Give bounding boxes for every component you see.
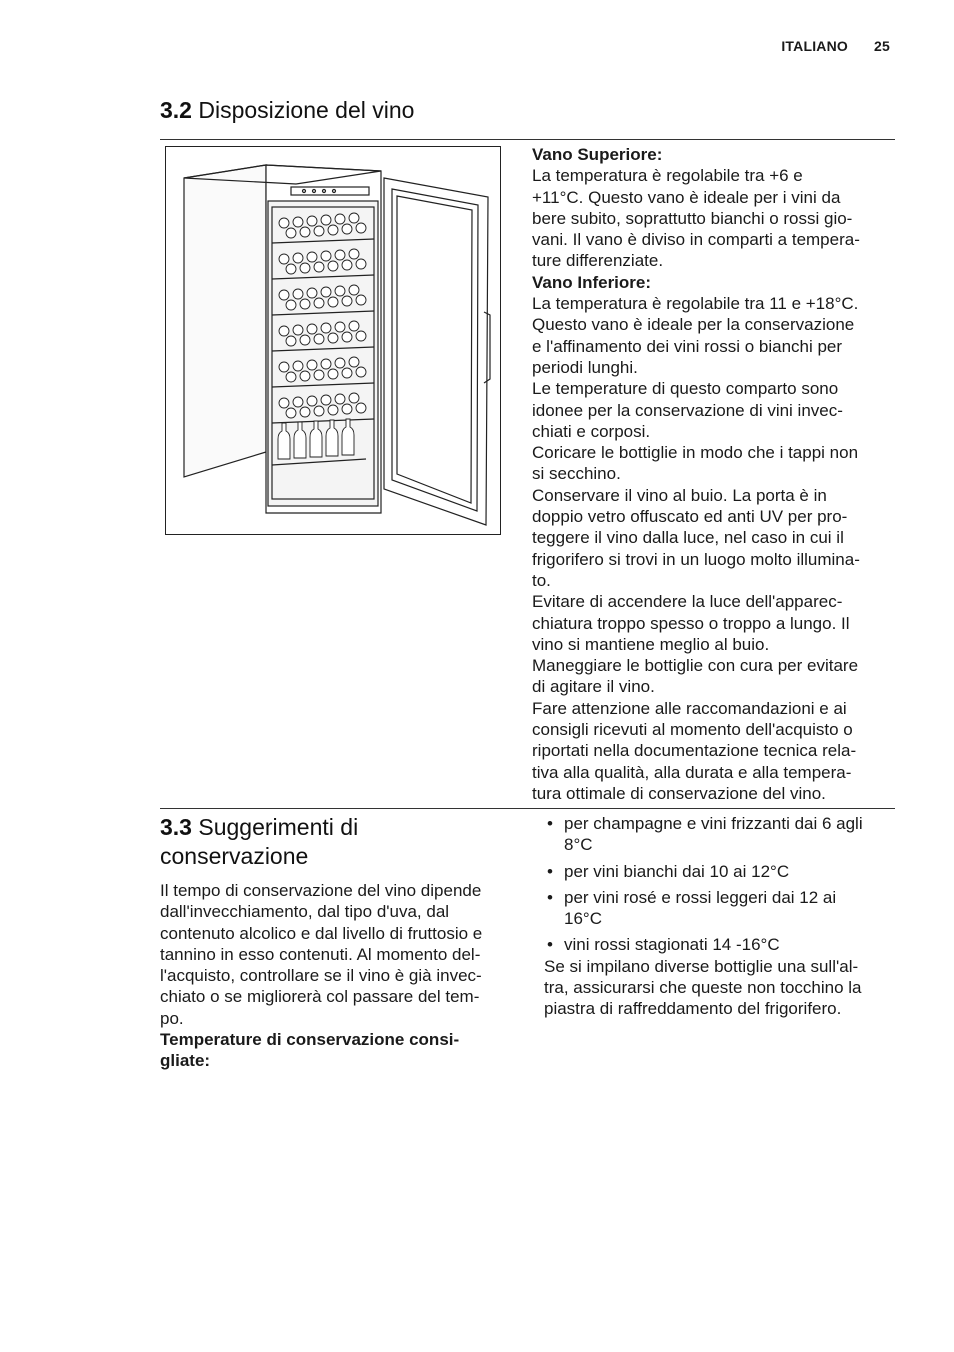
lower-line-13: frigorifero si trovi in un luogo molto illumina- <box>532 549 860 569</box>
temperature-heading-line-2: gliate: <box>160 1051 211 1071</box>
list-item <box>544 887 894 930</box>
body-line-3: contenuto alcolico e dal livello di fruttosio e <box>160 923 483 943</box>
section-3-3-rule <box>160 808 895 809</box>
upper-line-3: bere subito, soprattutto bianchi o rossi gio- <box>532 208 853 228</box>
lower-line-10: Conservare il vino al buio. La porta è in <box>532 485 827 505</box>
lower-line-6: idonee per la conservazione di vini invec- <box>532 400 843 420</box>
section-3-2-text <box>532 144 892 804</box>
upper-line-1: La temperatura è regolabile tra +6 e <box>532 166 803 186</box>
stacking-line-1: Se si impilano diverse bottiglie una sull'al- <box>544 956 859 976</box>
lower-line-18: Maneggiare le bottiglie con cura per evitare <box>532 656 859 676</box>
section-3-3-heading <box>160 813 358 871</box>
section-3-2-title: Disposizione del vino <box>198 97 415 123</box>
lower-line-20: Fare attenzione alle raccomandazioni e ai <box>532 698 847 718</box>
list-item-line: • per vini bianchi dai 10 ai 12°C <box>564 861 790 881</box>
lower-line-21: consigli ricevuti al momento dell'acquisto o <box>532 720 853 740</box>
section-3-3-number: 3.3 <box>160 814 192 840</box>
lower-line-9: si secchino. <box>532 464 621 484</box>
lower-line-8: Coricare le bottiglie in modo che i tappi non <box>532 443 859 463</box>
list-item-line: • per vini rosé e rossi leggeri dai 12 ai <box>564 887 837 907</box>
lower-line-12: teggere il vino dalla luce, nel caso in cui il <box>532 528 844 548</box>
body-line-1: Il tempo di conservazione del vino dipende <box>160 881 482 900</box>
section-3-2-rule <box>160 139 895 140</box>
lower-line-11: doppio vetro offuscato ed anti UV per pro- <box>532 507 848 527</box>
lower-line-22: riportati nella documentazione tecnica rela- <box>532 741 857 761</box>
lower-line-15: Evitare di accendere la luce dell'apparec- <box>532 592 843 612</box>
body-line-5: l'acquisto, controllare se il vino è già invec- <box>160 966 482 986</box>
upper-line-4: vani. Il vano è diviso in comparti a tempera- <box>532 230 860 250</box>
list-item-line: • per champagne e vini frizzanti dai 6 agli <box>564 814 863 833</box>
lower-line-23: tiva alla qualità, alla durata e alla tempera- <box>532 762 852 782</box>
list-item <box>544 861 894 882</box>
list-item-line: 8°C <box>564 835 593 855</box>
section-3-3-title-line-1: Suggerimenti di <box>198 814 359 840</box>
lower-line-4: periodi lunghi. <box>532 357 638 377</box>
stacking-line-2: tra, assicurarsi che queste non tocchino la <box>544 978 862 998</box>
header-language: ITALIANO <box>781 38 849 54</box>
list-item-line: 16°C <box>564 909 602 929</box>
upper-line-2: +11°C. Questo vano è ideale per i vini da <box>532 187 841 207</box>
section-3-3-left-text <box>160 880 516 1072</box>
lower-line-19: di agitare il vino. <box>532 677 655 697</box>
upper-line-5: ture differenziate. <box>532 251 664 271</box>
page-number: 25 <box>874 38 890 54</box>
list-item-line: • vini rossi stagionati 14 -16°C <box>564 935 780 955</box>
wine-cabinet-figure <box>165 146 501 535</box>
section-3-2-heading <box>160 96 414 125</box>
lower-line-7: chiati e corposi. <box>532 421 651 441</box>
stacking-line-3: piastra di raffreddamento del frigorifero. <box>544 999 842 1019</box>
lower-compartment-heading: Vano Inferiore: <box>532 272 652 292</box>
running-header <box>781 38 890 54</box>
temperature-list <box>544 813 894 956</box>
section-3-2-number: 3.2 <box>160 97 192 123</box>
lower-line-1: La temperatura è regolabile tra 11 e +18°C. <box>532 294 859 314</box>
lower-line-17: vino si mantiene meglio al buio. <box>532 634 770 654</box>
lower-line-14: to. <box>532 570 551 590</box>
list-item <box>544 934 894 955</box>
body-line-4: tannino in esso contenuti. Al momento del- <box>160 944 481 964</box>
section-3-3-title-line-2: conservazione <box>160 843 309 869</box>
list-item <box>544 813 894 856</box>
upper-compartment-heading: Vano Superiore: <box>532 145 663 164</box>
section-3-3-right-text <box>544 813 894 1020</box>
body-line-2: dall'invecchiamento, dal tipo d'uva, dal <box>160 902 450 922</box>
temperature-heading-line-1: Temperature di conservazione consi- <box>160 1030 460 1050</box>
wine-cabinet-illustration <box>166 147 500 534</box>
body-line-6: chiato o se migliorerà col passare del tem- <box>160 987 480 1007</box>
lower-line-24: tura ottimale di conservazione del vino. <box>532 783 826 803</box>
lower-line-2: Questo vano è ideale per la conservazione <box>532 315 855 335</box>
lower-line-5: Le temperature di questo comparto sono <box>532 379 839 399</box>
lower-line-16: chiatura troppo spesso o troppo a lungo. Il <box>532 613 850 633</box>
body-line-7: po. <box>160 1008 184 1028</box>
lower-line-3: e l'affinamento dei vini rossi o bianchi per <box>532 336 843 356</box>
